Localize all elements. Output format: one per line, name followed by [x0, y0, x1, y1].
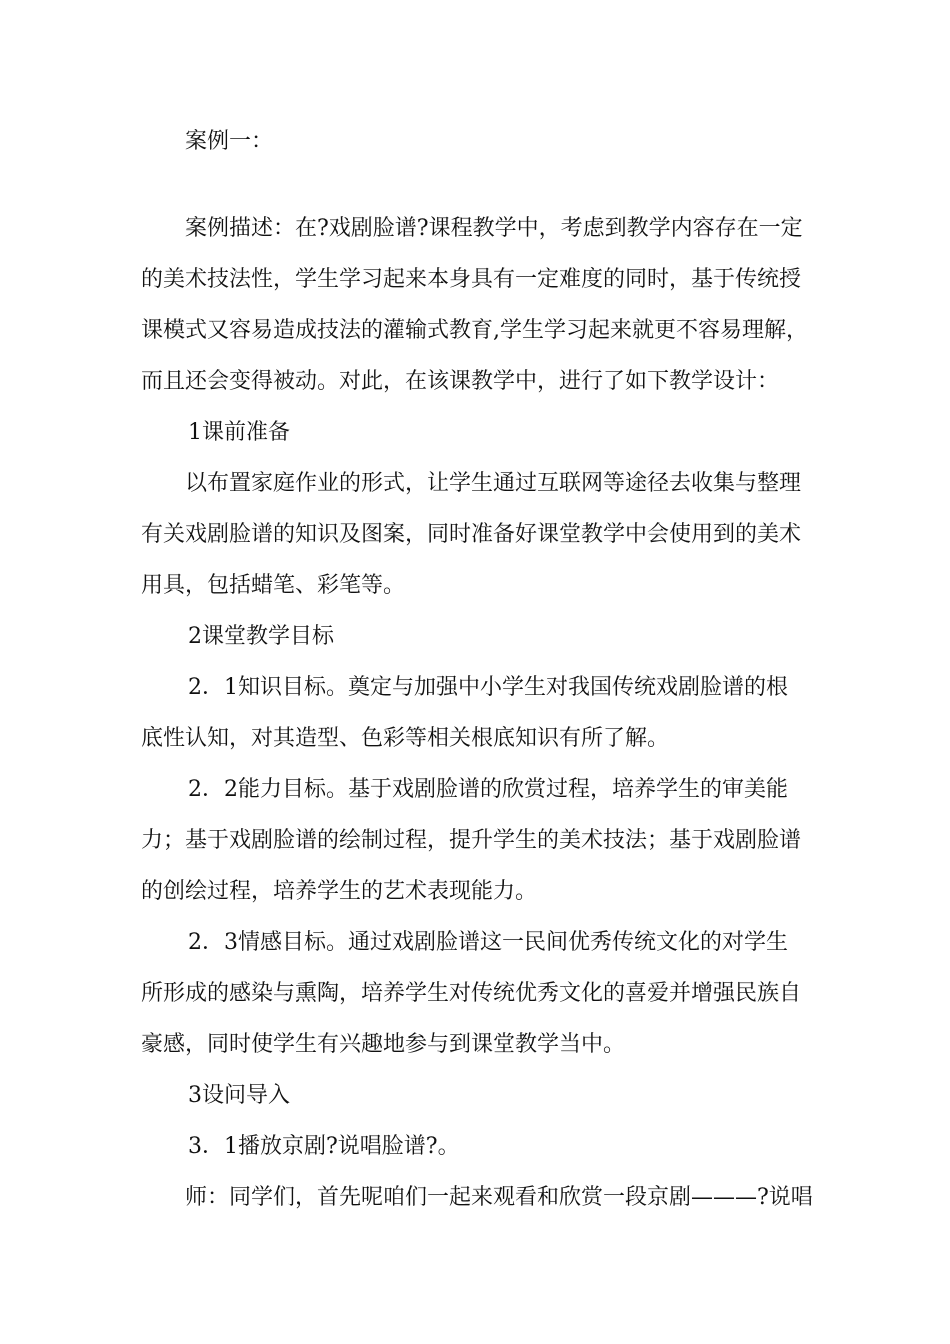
paragraph-line: 的美术技法性，学生学习起来本身具有一定难度的同时，基于传统授 [141, 267, 802, 292]
paragraph-line: 用具，包括蜡笔、彩笔等。 [141, 573, 406, 598]
paragraph-line: 2．1知识目标。奠定与加强中小学生对我国传统戏剧脸谱的根 [188, 675, 788, 700]
paragraph-line: 有关戏剧脸谱的知识及图案，同时准备好课堂教学中会使用到的美术 [141, 522, 802, 547]
section-heading: 2课堂教学目标 [188, 624, 334, 649]
paragraph-line: 力；基于戏剧脸谱的绘制过程，提升学生的美术技法；基于戏剧脸谱 [141, 828, 802, 853]
paragraph-line: 2．3情感目标。通过戏剧脸谱这一民间优秀传统文化的对学生 [188, 930, 788, 955]
paragraph-line: 师：同学们，首先呢咱们一起来观看和欣赏一段京剧———?说唱 [185, 1185, 813, 1210]
paragraph-line: 案例描述：在?戏剧脸谱?课程教学中，考虑到教学内容存在一定 [185, 216, 803, 241]
section-heading: 3设问导入 [188, 1083, 290, 1108]
paragraph-line: 豪感，同时使学生有兴趣地参与到课堂教学当中。 [141, 1032, 626, 1057]
case-heading: 案例一： [185, 129, 274, 154]
paragraph-line: 底性认知，对其造型、色彩等相关根底知识有所了解。 [141, 726, 670, 751]
paragraph-line: 3．1播放京剧?说唱脸谱?。 [188, 1134, 460, 1159]
paragraph-line: 的创绘过程，培养学生的艺术表现能力。 [141, 879, 538, 904]
section-heading: 1课前准备 [188, 420, 290, 445]
paragraph-line: 以布置家庭作业的形式，让学生通过互联网等途径去收集与整理 [185, 471, 802, 496]
paragraph-line: 课模式又容易造成技法的灌输式教育,学生学习起来就更不容易理解， [141, 318, 808, 343]
paragraph-line: 所形成的感染与熏陶，培养学生对传统优秀文化的喜爱并增强民族自 [141, 981, 802, 1006]
paragraph-line: 而且还会变得被动。对此，在该课教学中，进行了如下教学设计： [141, 369, 780, 394]
paragraph-line: 2．2能力目标。基于戏剧脸谱的欣赏过程，培养学生的审美能 [188, 777, 788, 802]
